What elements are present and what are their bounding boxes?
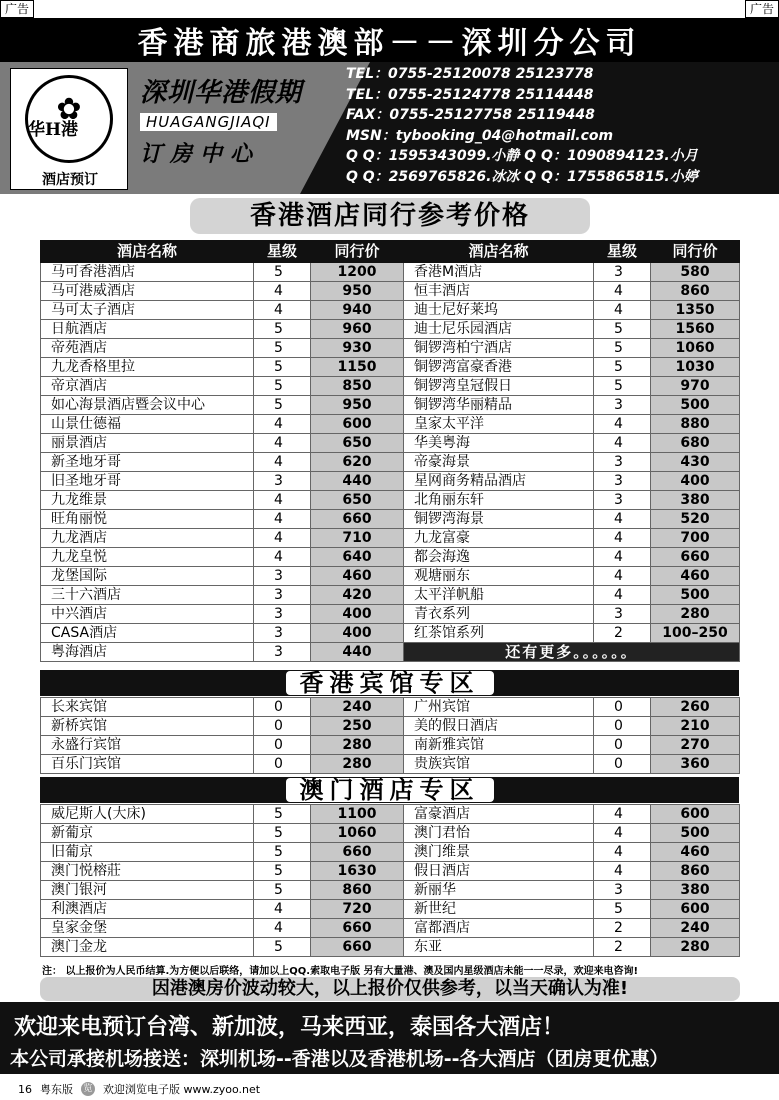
hotel-price: 680 xyxy=(651,434,740,453)
macau-zone-bar xyxy=(40,777,739,803)
hotel-name: 威尼斯人(大床) xyxy=(41,805,254,824)
contact-line: FAX：0755-25127758 25119448 xyxy=(346,107,595,123)
hotel-name: 旧葡京 xyxy=(41,843,254,862)
hotel-price: 500 xyxy=(651,396,740,415)
hotel-star: 3 xyxy=(254,567,311,586)
guesthouse-zone-title: 香港宾馆专区 xyxy=(286,671,494,695)
hotel-name: 新桥宾馆 xyxy=(41,717,254,736)
hotel-price: 970 xyxy=(651,377,740,396)
hotel-price: 1200 xyxy=(311,263,404,282)
hotel-price: 950 xyxy=(311,396,404,415)
hotel-star: 3 xyxy=(594,605,651,624)
contact-line: TEL：0755-25120078 25123778 xyxy=(346,66,594,82)
hotel-name: 华美粤海 xyxy=(404,434,594,453)
hotel-name: 皇家金堡 xyxy=(41,919,254,938)
hotel-star: 3 xyxy=(254,643,311,662)
hotel-price: 650 xyxy=(311,434,404,453)
hotel-star: 5 xyxy=(254,320,311,339)
table-row xyxy=(41,824,740,843)
top-title: 香港商旅港澳部－－深圳分公司 xyxy=(137,26,642,61)
hotel-star: 4 xyxy=(594,567,651,586)
hotel-name: 富豪酒店 xyxy=(404,805,594,824)
hotel-price: 660 xyxy=(311,938,404,957)
hotel-star: 5 xyxy=(594,900,651,919)
hotel-name: 观塘丽东 xyxy=(404,567,594,586)
hotel-price: 660 xyxy=(311,919,404,938)
hotel-star: 0 xyxy=(594,698,651,717)
hotel-name: 美的假日酒店 xyxy=(404,717,594,736)
price-note: 注： 以上报价为人民币结算.为方便以后联络，请加以上QQ.索取电子版 另有大量港、澳及国内星级酒店未能一一尽录，欢迎来电咨询! xyxy=(42,966,639,977)
hotel-name: 马可太子酒店 xyxy=(41,301,254,320)
hotel-star: 5 xyxy=(254,358,311,377)
hotel-star: 5 xyxy=(254,843,311,862)
table-row xyxy=(41,320,740,339)
table-row xyxy=(41,301,740,320)
table-row xyxy=(41,755,740,774)
hotel-star: 4 xyxy=(594,415,651,434)
hotel-star: 0 xyxy=(254,755,311,774)
hotel-star: 4 xyxy=(594,586,651,605)
hotel-name: 南新雅宾馆 xyxy=(404,736,594,755)
table-row xyxy=(41,377,740,396)
hotel-price: 940 xyxy=(311,301,404,320)
hotel-price: 1060 xyxy=(311,824,404,843)
hotel-star: 3 xyxy=(594,396,651,415)
hotel-star: 5 xyxy=(254,377,311,396)
hotel-price: 1150 xyxy=(311,358,404,377)
hotel-name: CASA酒店 xyxy=(41,624,254,643)
hotel-name: 旺角丽悦 xyxy=(41,510,254,529)
contact-line: MSN：tybooking_04@hotmail.com xyxy=(346,127,614,144)
hotel-name: 皇家太平洋 xyxy=(404,415,594,434)
hotel-star: 0 xyxy=(254,698,311,717)
hotel-star: 5 xyxy=(254,805,311,824)
hotel-star: 4 xyxy=(254,434,311,453)
hotel-price: 260 xyxy=(651,698,740,717)
hotel-price: 1560 xyxy=(651,320,740,339)
hotel-star: 0 xyxy=(594,755,651,774)
hotel-price: 650 xyxy=(311,491,404,510)
table-row xyxy=(41,491,740,510)
hotel-star: 2 xyxy=(594,624,651,643)
hotel-star: 3 xyxy=(594,881,651,900)
hotel-name: 长来宾馆 xyxy=(41,698,254,717)
brand-name-cn: 深圳华港假期 xyxy=(140,78,303,108)
hotel-star: 5 xyxy=(594,377,651,396)
hotel-name: 铜锣湾富豪香港 xyxy=(404,358,594,377)
hotel-name: 日航酒店 xyxy=(41,320,254,339)
table-row xyxy=(41,736,740,755)
hotel-star: 0 xyxy=(594,736,651,755)
brand-block xyxy=(140,72,340,168)
hotel-name: 迪士尼好莱坞 xyxy=(404,301,594,320)
hotel-price: 600 xyxy=(651,805,740,824)
hotel-price: 240 xyxy=(651,919,740,938)
hotel-name: 新圣地牙哥 xyxy=(41,453,254,472)
table-row xyxy=(41,263,740,282)
table-row xyxy=(41,358,740,377)
hotel-star: 4 xyxy=(254,900,311,919)
hotel-price: 950 xyxy=(311,282,404,301)
table-row xyxy=(41,624,740,643)
hotel-name: 三十六酒店 xyxy=(41,586,254,605)
hotel-star: 3 xyxy=(254,586,311,605)
hotel-star: 4 xyxy=(594,529,651,548)
table-row xyxy=(41,453,740,472)
footer xyxy=(18,1081,260,1097)
hotel-star: 5 xyxy=(254,862,311,881)
hotel-price: 400 xyxy=(311,605,404,624)
hotel-star: 3 xyxy=(594,453,651,472)
hotel-star: 0 xyxy=(254,736,311,755)
guesthouse-table xyxy=(40,697,740,774)
table-row xyxy=(41,643,740,662)
hotel-price: 930 xyxy=(311,339,404,358)
hotel-name: 东亚 xyxy=(404,938,594,957)
hotel-name: 中兴酒店 xyxy=(41,605,254,624)
table-header-row xyxy=(41,241,740,263)
hotel-price: 440 xyxy=(311,472,404,491)
hotel-star: 4 xyxy=(594,282,651,301)
hotel-price: 420 xyxy=(311,586,404,605)
hotel-price: 250 xyxy=(311,717,404,736)
hotel-price: 460 xyxy=(651,843,740,862)
hotel-name: 澳门银河 xyxy=(41,881,254,900)
hotel-star: 3 xyxy=(254,472,311,491)
hotel-name: 澳门君怡 xyxy=(404,824,594,843)
top-title-bar xyxy=(0,18,779,62)
hotel-price: 580 xyxy=(651,263,740,282)
hotel-price: 660 xyxy=(651,548,740,567)
hotel-name: 星网商务精品酒店 xyxy=(404,472,594,491)
hotel-star: 5 xyxy=(254,938,311,957)
hotel-price: 960 xyxy=(311,320,404,339)
table-row xyxy=(41,698,740,717)
hotel-name: 太平洋帆船 xyxy=(404,586,594,605)
column-header: 星级 xyxy=(254,241,311,263)
table-row xyxy=(41,605,740,624)
logo-caption: 酒店预订 xyxy=(42,172,98,188)
hotel-star: 4 xyxy=(254,548,311,567)
hotel-name: 铜锣湾华丽精品 xyxy=(404,396,594,415)
hotel-star: 4 xyxy=(254,510,311,529)
hotel-star: 2 xyxy=(594,919,651,938)
hotel-star: 3 xyxy=(594,491,651,510)
hotel-star: 4 xyxy=(594,862,651,881)
hotel-price: 850 xyxy=(311,377,404,396)
hotel-name: 龙堡国际 xyxy=(41,567,254,586)
hotel-price: 600 xyxy=(311,415,404,434)
hotel-name: 铜锣湾海景 xyxy=(404,510,594,529)
hotel-price: 720 xyxy=(311,900,404,919)
hotel-star: 5 xyxy=(594,339,651,358)
hotel-star: 4 xyxy=(594,510,651,529)
hotel-star: 5 xyxy=(254,824,311,843)
hotel-star: 4 xyxy=(594,843,651,862)
contact-line: Q Q：2569765826.冰冰 Q Q：1755865815.小婷 xyxy=(346,168,698,185)
hotel-star: 4 xyxy=(594,301,651,320)
logo-mark: 华H港 xyxy=(27,120,79,140)
table-row xyxy=(41,938,740,957)
hotel-price: 620 xyxy=(311,453,404,472)
hotel-star: 4 xyxy=(594,434,651,453)
hotel-name: 帝京酒店 xyxy=(41,377,254,396)
hotel-price: 860 xyxy=(651,862,740,881)
table-row xyxy=(41,434,740,453)
macau-zone-title: 澳门酒店专区 xyxy=(286,778,494,802)
hotel-name: 铜锣湾柏宁酒店 xyxy=(404,339,594,358)
hotel-price: 100–250 xyxy=(651,624,740,643)
hotel-price: 280 xyxy=(311,736,404,755)
hotel-name: 如心海景酒店暨会议中心 xyxy=(41,396,254,415)
hotel-star: 3 xyxy=(594,472,651,491)
brand-subtitle: 订房中心 xyxy=(140,142,261,167)
hotel-price: 210 xyxy=(651,717,740,736)
table-row xyxy=(41,586,740,605)
table-row xyxy=(41,862,740,881)
hotel-star: 3 xyxy=(594,263,651,282)
flower-icon: ✿ xyxy=(56,92,82,127)
hotel-price: 600 xyxy=(651,900,740,919)
hotel-name: 北角丽东轩 xyxy=(404,491,594,510)
page-number: 16 xyxy=(18,1082,32,1096)
column-header: 星级 xyxy=(594,241,651,263)
hotel-name: 假日酒店 xyxy=(404,862,594,881)
hotel-name: 马可香港酒店 xyxy=(41,263,254,282)
hotel-price: 380 xyxy=(651,881,740,900)
hotel-price: 1030 xyxy=(651,358,740,377)
browse-badge-icon: 览 xyxy=(81,1082,95,1096)
table-row xyxy=(41,919,740,938)
more-hotels-note: 还有更多。。。。。。 xyxy=(404,643,740,662)
hotel-price: 640 xyxy=(311,548,404,567)
hotel-star: 0 xyxy=(594,717,651,736)
hotel-price: 880 xyxy=(651,415,740,434)
hotel-price: 660 xyxy=(311,843,404,862)
hotel-price: 430 xyxy=(651,453,740,472)
hotel-price: 280 xyxy=(651,938,740,957)
hotel-star: 5 xyxy=(254,396,311,415)
hotel-name: 九龙香格里拉 xyxy=(41,358,254,377)
section-title: 香港酒店同行参考价格 xyxy=(190,198,590,234)
table-row xyxy=(41,805,740,824)
price-notice: 因港澳房价波动较大，以上报价仅供参考，以当天确认为准! xyxy=(40,977,740,1001)
hotel-name: 香港M酒店 xyxy=(404,263,594,282)
hotel-name: 澳门金龙 xyxy=(41,938,254,957)
banner-line-1: 欢迎来电预订台湾、新加波，马来西亚，泰国各大酒店！ xyxy=(14,1015,565,1040)
hotel-name: 粤海酒店 xyxy=(41,643,254,662)
hotel-price: 460 xyxy=(311,567,404,586)
hotel-name: 青衣系列 xyxy=(404,605,594,624)
hotel-star: 5 xyxy=(254,881,311,900)
hotel-price: 520 xyxy=(651,510,740,529)
hotel-name: 迪士尼乐园酒店 xyxy=(404,320,594,339)
hotel-name: 帝苑酒店 xyxy=(41,339,254,358)
ad-label-right: 广告 xyxy=(745,0,779,18)
table-row xyxy=(41,472,740,491)
hotel-price: 440 xyxy=(311,643,404,662)
table-row xyxy=(41,510,740,529)
hotel-star: 4 xyxy=(594,824,651,843)
hotel-name: 广州宾馆 xyxy=(404,698,594,717)
column-header: 酒店名称 xyxy=(404,241,594,263)
logo xyxy=(10,68,128,190)
macau-hotel-table xyxy=(40,804,740,957)
contact-line: Q Q：1595343099.小静 Q Q：1090894123.小月 xyxy=(346,148,698,164)
column-header: 同行价 xyxy=(651,241,740,263)
hotel-name: 澳门悦榕莊 xyxy=(41,862,254,881)
hotel-star: 5 xyxy=(254,263,311,282)
hotel-price: 400 xyxy=(311,624,404,643)
hotel-star: 4 xyxy=(254,415,311,434)
table-row xyxy=(41,567,740,586)
hotel-name: 红茶馆系列 xyxy=(404,624,594,643)
hotel-star: 3 xyxy=(254,605,311,624)
hotel-name: 恒丰酒店 xyxy=(404,282,594,301)
ad-label-left: 广告 xyxy=(0,0,34,18)
hotel-star: 4 xyxy=(254,491,311,510)
hotel-name: 九龙富豪 xyxy=(404,529,594,548)
table-row xyxy=(41,339,740,358)
hotel-name: 澳门维景 xyxy=(404,843,594,862)
table-row xyxy=(41,717,740,736)
header-panel xyxy=(0,62,779,194)
hotel-price: 500 xyxy=(651,586,740,605)
hotel-price: 500 xyxy=(651,824,740,843)
hotel-name: 九龙维景 xyxy=(41,491,254,510)
table-row xyxy=(41,548,740,567)
brand-name-en: HUAGANGJIAQI xyxy=(140,113,277,131)
column-header: 同行价 xyxy=(311,241,404,263)
hotel-name: 九龙皇悦 xyxy=(41,548,254,567)
hotel-price: 1630 xyxy=(311,862,404,881)
table-row xyxy=(41,529,740,548)
hotel-star: 5 xyxy=(594,320,651,339)
hotel-star: 4 xyxy=(254,301,311,320)
hotel-star: 4 xyxy=(254,282,311,301)
hotel-star: 4 xyxy=(594,548,651,567)
hotel-price: 710 xyxy=(311,529,404,548)
hotel-price: 280 xyxy=(651,605,740,624)
table-row xyxy=(41,415,740,434)
hotel-name: 贵族宾馆 xyxy=(404,755,594,774)
hotel-name: 山景仕德福 xyxy=(41,415,254,434)
hotel-star: 5 xyxy=(594,358,651,377)
hotel-price: 860 xyxy=(651,282,740,301)
hotel-price: 1100 xyxy=(311,805,404,824)
contact-info xyxy=(346,64,776,187)
hotel-price: 360 xyxy=(651,755,740,774)
hotel-name: 九龙酒店 xyxy=(41,529,254,548)
hotel-price: 660 xyxy=(311,510,404,529)
table-row xyxy=(41,282,740,301)
contact-line: TEL：0755-25124778 25114448 xyxy=(346,86,594,103)
hotel-star: 4 xyxy=(254,919,311,938)
hotel-star: 5 xyxy=(254,339,311,358)
hotel-star: 4 xyxy=(254,453,311,472)
hotel-star: 0 xyxy=(254,717,311,736)
hotel-name: 新葡京 xyxy=(41,824,254,843)
table-row xyxy=(41,900,740,919)
bottom-banner xyxy=(0,1002,779,1074)
hotel-name: 新世纪 xyxy=(404,900,594,919)
hotel-star: 3 xyxy=(254,624,311,643)
hotel-name: 富都酒店 xyxy=(404,919,594,938)
hotel-name: 新丽华 xyxy=(404,881,594,900)
table-row xyxy=(41,881,740,900)
guesthouse-zone-bar xyxy=(40,670,739,696)
hotel-price: 460 xyxy=(651,567,740,586)
hotel-price: 400 xyxy=(651,472,740,491)
hotel-name: 铜锣湾皇冠假日 xyxy=(404,377,594,396)
hotel-price: 240 xyxy=(311,698,404,717)
column-header: 酒店名称 xyxy=(41,241,254,263)
hotel-price: 860 xyxy=(311,881,404,900)
hotel-star: 4 xyxy=(254,529,311,548)
hotel-name: 丽景酒店 xyxy=(41,434,254,453)
hotel-star: 4 xyxy=(594,805,651,824)
hk-hotel-table xyxy=(40,240,740,662)
table-row xyxy=(41,396,740,415)
hotel-name: 利澳酒店 xyxy=(41,900,254,919)
hotel-name: 都会海逸 xyxy=(404,548,594,567)
hotel-name: 旧圣地牙哥 xyxy=(41,472,254,491)
hotel-price: 280 xyxy=(311,755,404,774)
hotel-star: 2 xyxy=(594,938,651,957)
table-row xyxy=(41,843,740,862)
hotel-name: 马可港威酒店 xyxy=(41,282,254,301)
hotel-name: 永盛行宾馆 xyxy=(41,736,254,755)
hotel-price: 270 xyxy=(651,736,740,755)
hotel-price: 700 xyxy=(651,529,740,548)
hotel-price: 1350 xyxy=(651,301,740,320)
hotel-name: 帝豪海景 xyxy=(404,453,594,472)
hotel-price: 380 xyxy=(651,491,740,510)
edition-label: 粤东版 xyxy=(40,1083,73,1096)
hotel-name: 百乐门宾馆 xyxy=(41,755,254,774)
hotel-price: 1060 xyxy=(651,339,740,358)
footer-website: 欢迎浏览电子版 www.zyoo.net xyxy=(103,1083,261,1096)
banner-line-2: 本公司承接机场接送：深圳机场--香港以及香港机场--各大酒店（团房更优惠） xyxy=(10,1048,669,1070)
